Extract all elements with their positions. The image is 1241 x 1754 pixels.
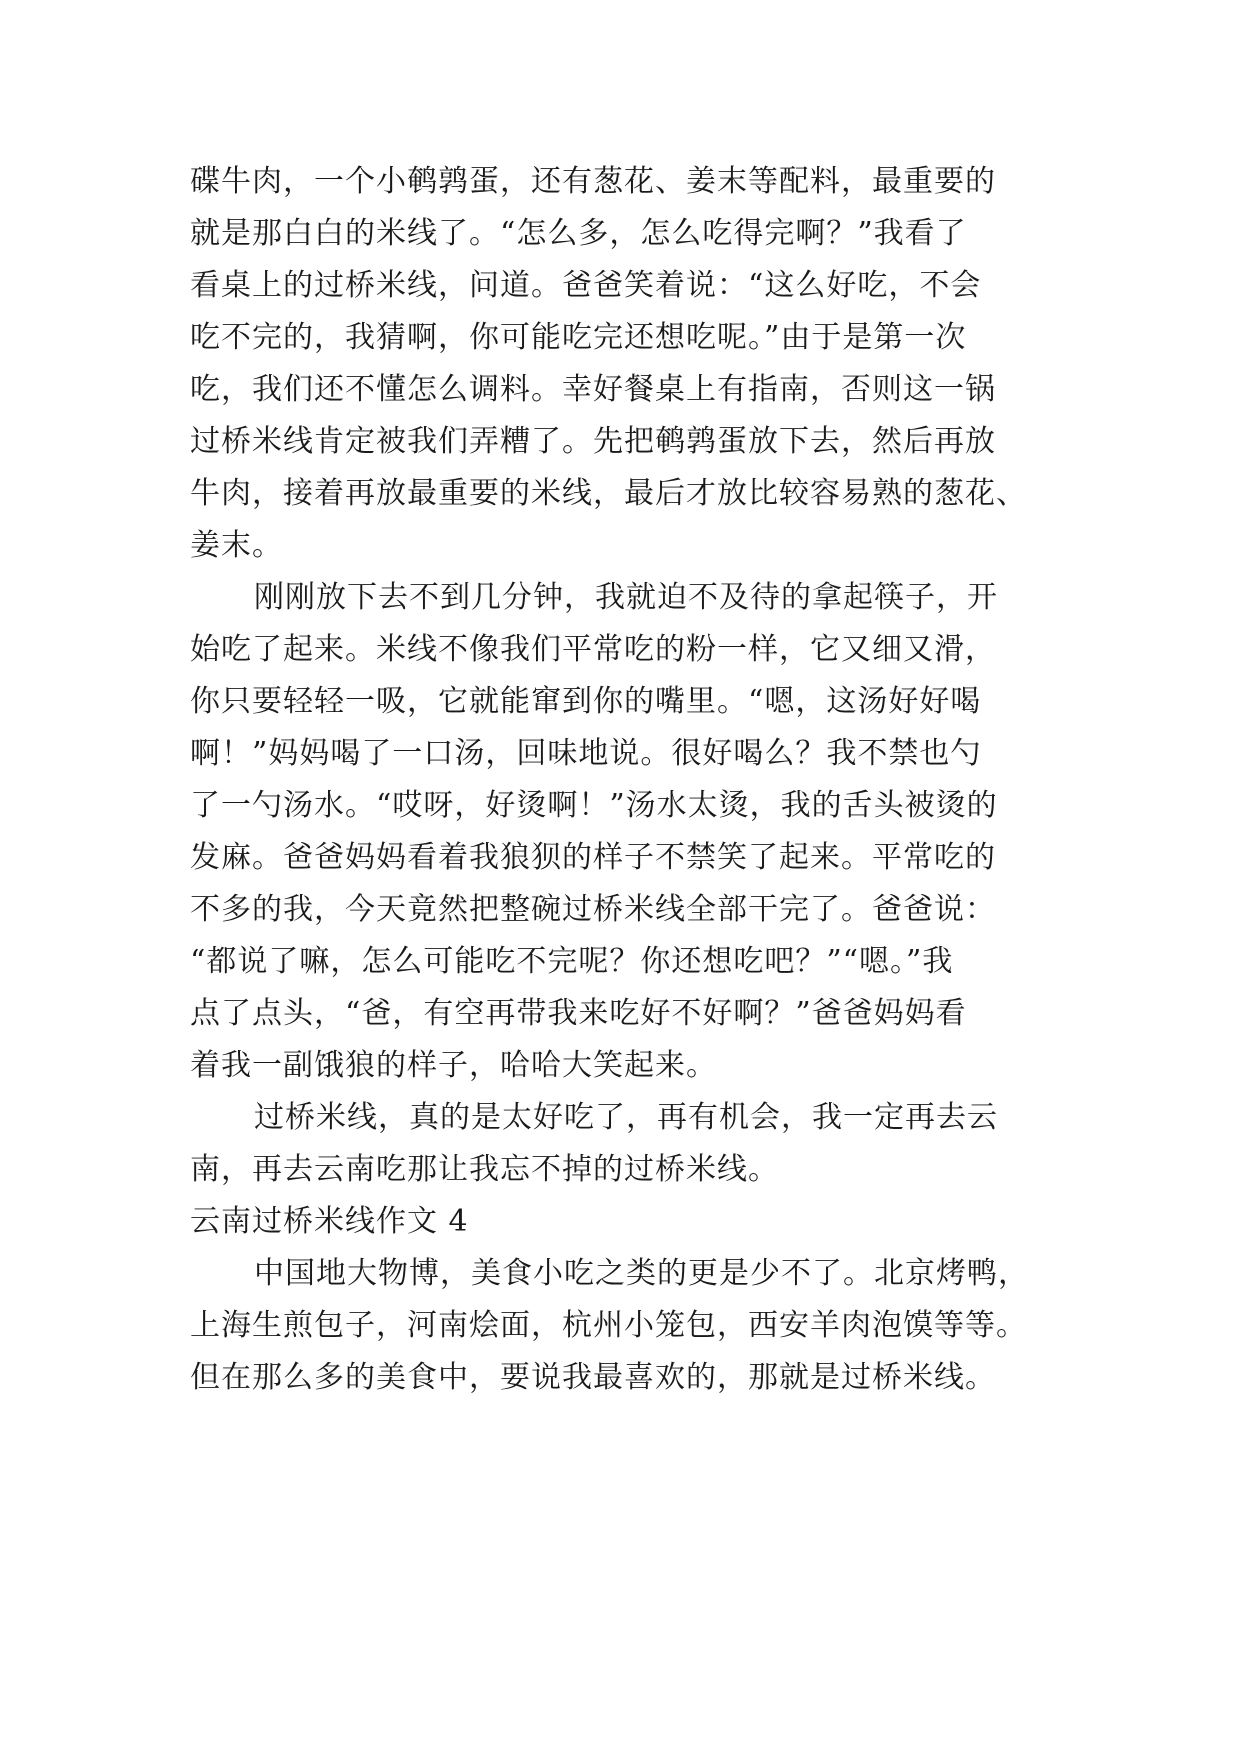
text-line: 点了点头，“爸，有空再带我来吃好不好啊？”爸爸妈妈看 [190, 996, 967, 1031]
paragraph-start-line: 过桥米线，真的是太好吃了，再有机会，我一定再去云 [254, 1100, 998, 1135]
text-line: 啊！”妈妈喝了一口汤，回味地说。很好喝么？我不禁也勺 [190, 736, 982, 771]
paragraph-start-line: 中国地大物博，美食小吃之类的更是少不了。北京烤鸭， [254, 1256, 1029, 1291]
text-line: 你只要轻轻一吸，它就能窜到你的嘴里。“嗯，这汤好好喝 [190, 684, 982, 719]
text-line: 就是那白白的米线了。“怎么多，怎么吃得完啊？”我看了 [190, 216, 967, 251]
text-line: 发麻。爸爸妈妈看着我狼狈的样子不禁笑了起来。平常吃的 [190, 840, 996, 875]
text-line: 牛肉，接着再放最重要的米线，最后才放比较容易熟的葱花、 [190, 476, 1027, 511]
paragraph-start-line: 刚刚放下去不到几分钟，我就迫不及待的拿起筷子，开 [254, 580, 998, 615]
text-line: 着我一副饿狼的样子，哈哈大笑起来。 [190, 1048, 717, 1083]
text-line: 始吃了起来。米线不像我们平常吃的粉一样，它又细又滑， [190, 632, 996, 667]
text-line: 过桥米线肯定被我们弄糟了。先把鹌鹑蛋放下去，然后再放 [190, 424, 996, 459]
text-line: 了一勺汤水。“哎呀，好烫啊！”汤水太烫，我的舌头被烫的 [190, 788, 998, 823]
text-line: 南，再去云南吃那让我忘不掉的过桥米线。 [190, 1152, 779, 1187]
section-heading: 云南过桥米线作文 4 [190, 1204, 469, 1239]
text-line: 吃不完的，我猜啊，你可能吃完还想吃呢。”由于是第一次 [190, 320, 967, 355]
text-line: “都说了嘛，怎么可能吃不完呢？你还想吃吧？”“嗯。”我 [190, 944, 954, 979]
text-line: 吃，我们还不懂怎么调料。幸好餐桌上有指南，否则这一锅 [190, 372, 996, 407]
text-line: 不多的我，今天竟然把整碗过桥米线全部干完了。爸爸说： [190, 892, 996, 927]
text-line: 看桌上的过桥米线，问道。爸爸笑着说：“这么好吃，不会 [190, 268, 982, 303]
text-line: 但在那么多的美食中，要说我最喜欢的，那就是过桥米线。 [190, 1360, 996, 1395]
text-line: 姜末。 [190, 528, 283, 563]
text-line: 上海生煎包子，河南烩面，杭州小笼包，西安羊肉泡馍等等。 [190, 1308, 1027, 1343]
text-line: 碟牛肉，一个小鹌鹑蛋，还有葱花、姜末等配料，最重要的 [190, 164, 996, 199]
